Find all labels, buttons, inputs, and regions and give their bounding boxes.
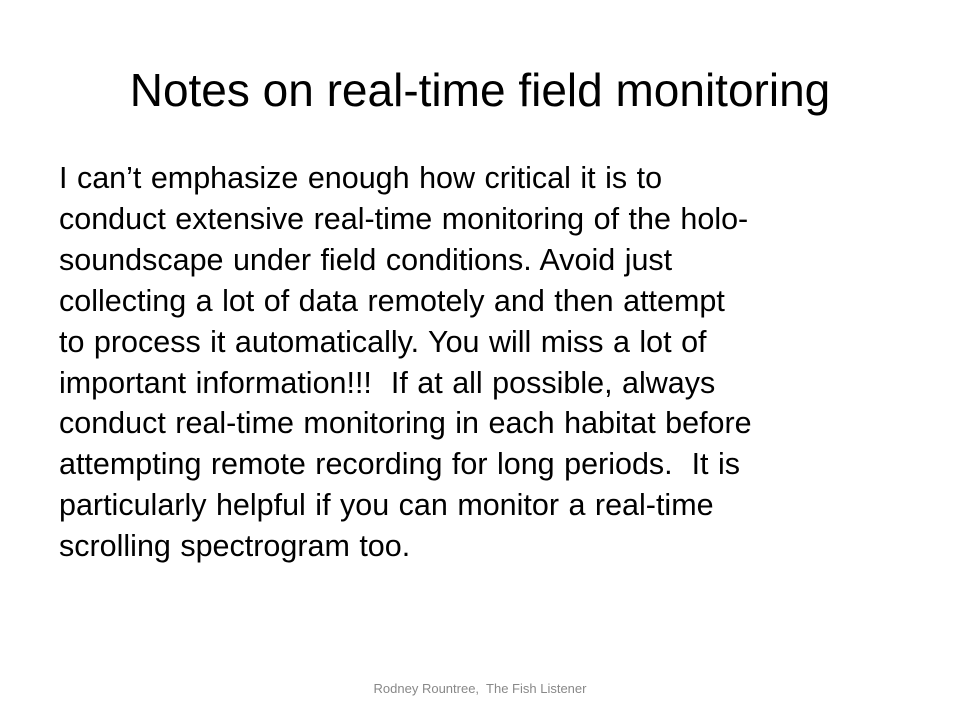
body-line: particularly helpful if you can monitor a real-time	[59, 488, 714, 523]
body-line: to process it automatically. You will miss a lot of	[59, 324, 707, 359]
body-line: soundscape under field conditions. Avoid just	[59, 242, 673, 277]
body-line: I can’t emphasize enough how critical it is to	[59, 161, 663, 195]
body-line: conduct real-time monitoring in each habitat before	[59, 406, 752, 441]
body-line: collecting a lot of data remotely and then attempt	[59, 283, 725, 318]
slide-body	[59, 158, 939, 567]
slide-footer: Rodney Rountree, The Fish Listener	[373, 681, 587, 696]
body-line: scrolling spectrogram too.	[59, 529, 411, 564]
body-line: important information!!! If at all possible, always	[59, 365, 716, 400]
body-line: attempting remote recording for long periods. It is	[59, 447, 741, 482]
slide-title: Notes on real-time field monitoring	[129, 64, 831, 116]
body-line: conduct extensive real-time monitoring of the holo-	[59, 201, 749, 236]
